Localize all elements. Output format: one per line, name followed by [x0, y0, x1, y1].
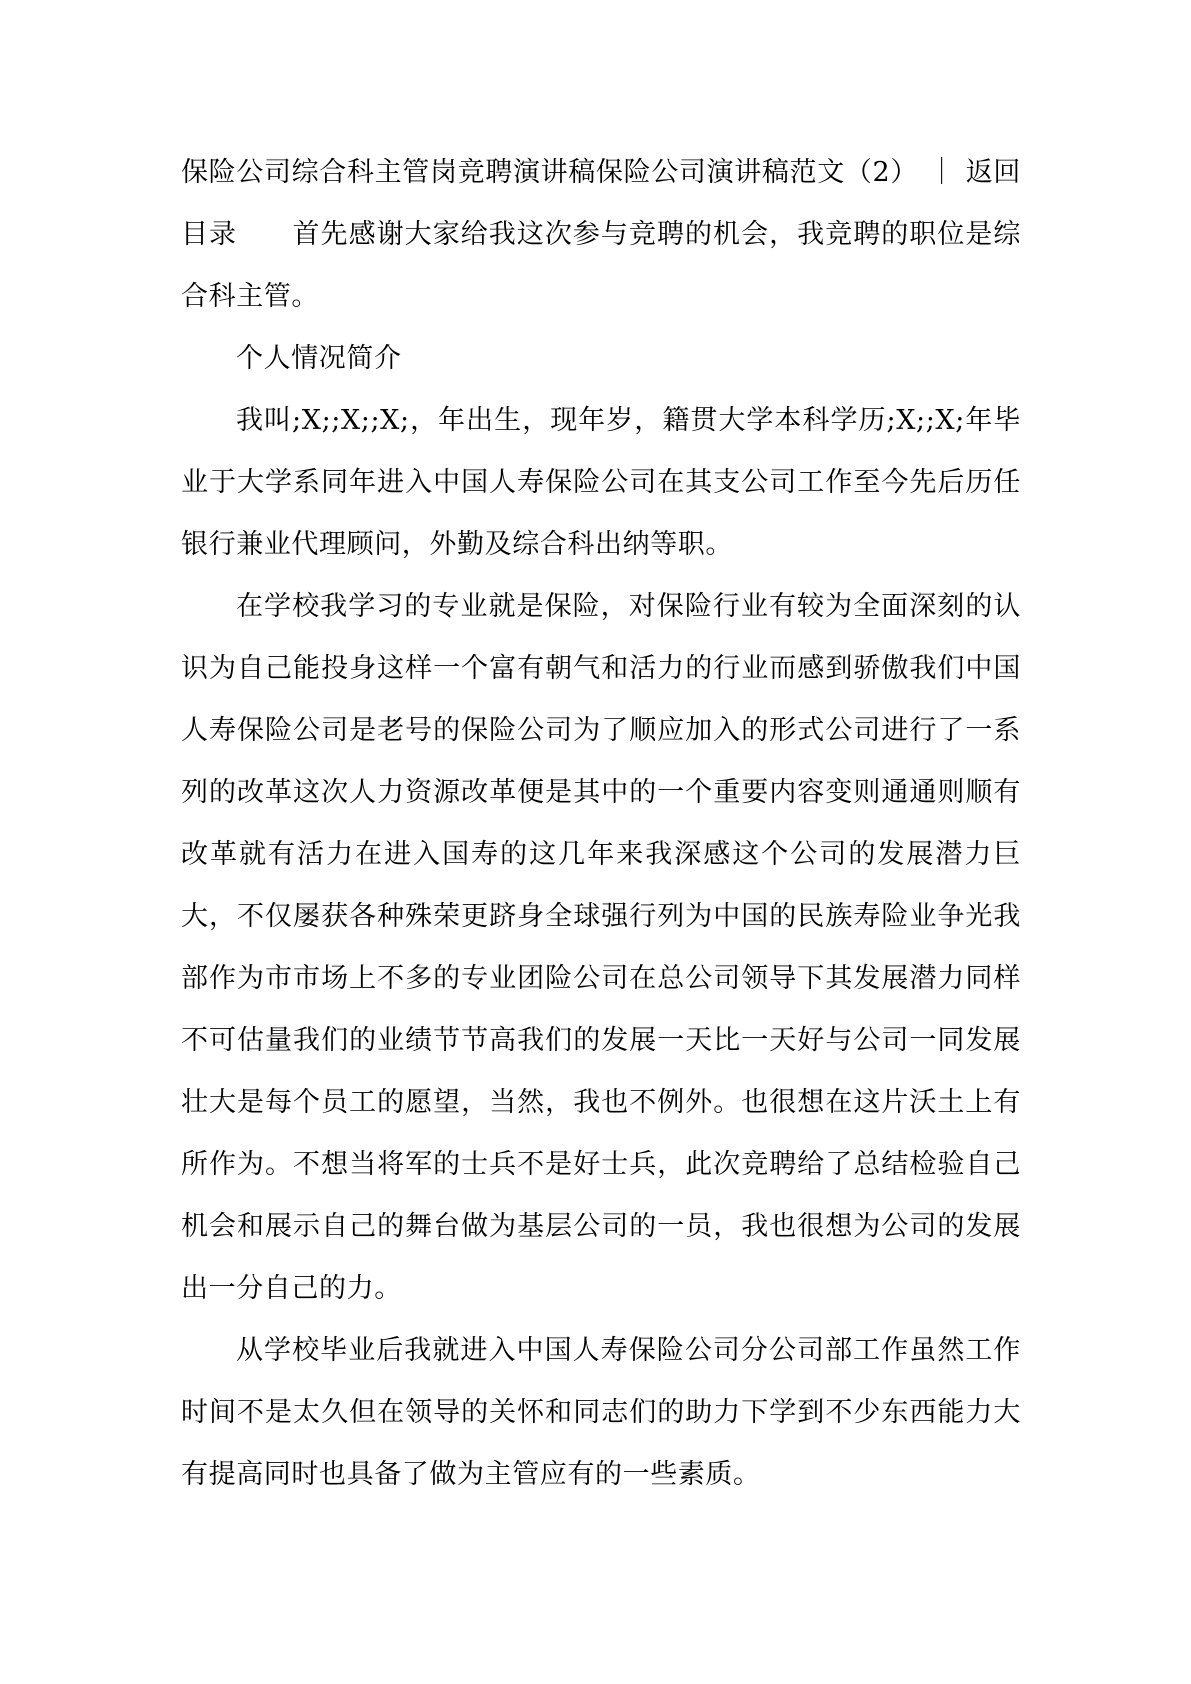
back-to-contents-link[interactable]: 返回目录: [181, 157, 1021, 250]
paragraph-personal-info: 我叫;X;;X;;X;，年出生，现年岁，籍贯大学本科学历;X;;X;年毕业于大学系同年进入中国人寿保险公司在其支公司工作至今先后历任银行兼业代理顾问，外勤及综合科出纳等职。: [181, 405, 1021, 560]
document-body: [181, 142, 1021, 1506]
paragraph-experience: 从学校毕业后我就进入中国人寿保险公司分公司部工作虽然工作时间不是太久但在领导的关怀和同志们的助力下学到不少东西能力大有提高同时也具备了做为主管应有的一些素质。: [181, 1335, 1021, 1490]
title-separator: ｜: [928, 157, 956, 188]
section-heading: 个人情况简介: [236, 343, 402, 374]
opening-sentence: 首先感谢大家给我这次参与竞聘的机会，我竞聘的职位是综合科主管。: [181, 219, 1021, 312]
document-title: 保险公司综合科主管岗竞聘演讲稿保险公司演讲稿范文（2）: [181, 157, 919, 188]
paragraph-background: 在学校我学习的专业就是保险，对保险行业有较为全面深刻的认识为自己能投身这样一个富有朝气和活力的行业而感到骄傲我们中国人寿保险公司是老号的保险公司为了顺应加入的形式公司进行了一系列的改革这次人力资源改革便是其中的一个重要内容变则通通则顺有改革就有活力在进入国寿的这几年来我深感这个公司的发展潜力巨大，不仅屡获各种殊荣更跻身全球强行列为中国的民族寿险业争光我部作为市市场上不多的专业团险公司在总公司领导下其发展潜力同样不可估量我们的业绩节节高我们的发展一天比一天好与公司一同发展壮大是每个员工的愿望，当然，我也不例外。也很想在这片沃土上有所作为。不想当将军的士兵不是好士兵，此次竞聘给了总结检验自己机会和展示自己的舞台做为基层公司的一员，我也很想为公司的发展出一分自己的力。: [181, 591, 1021, 1304]
document-intro: [181, 142, 1021, 328]
